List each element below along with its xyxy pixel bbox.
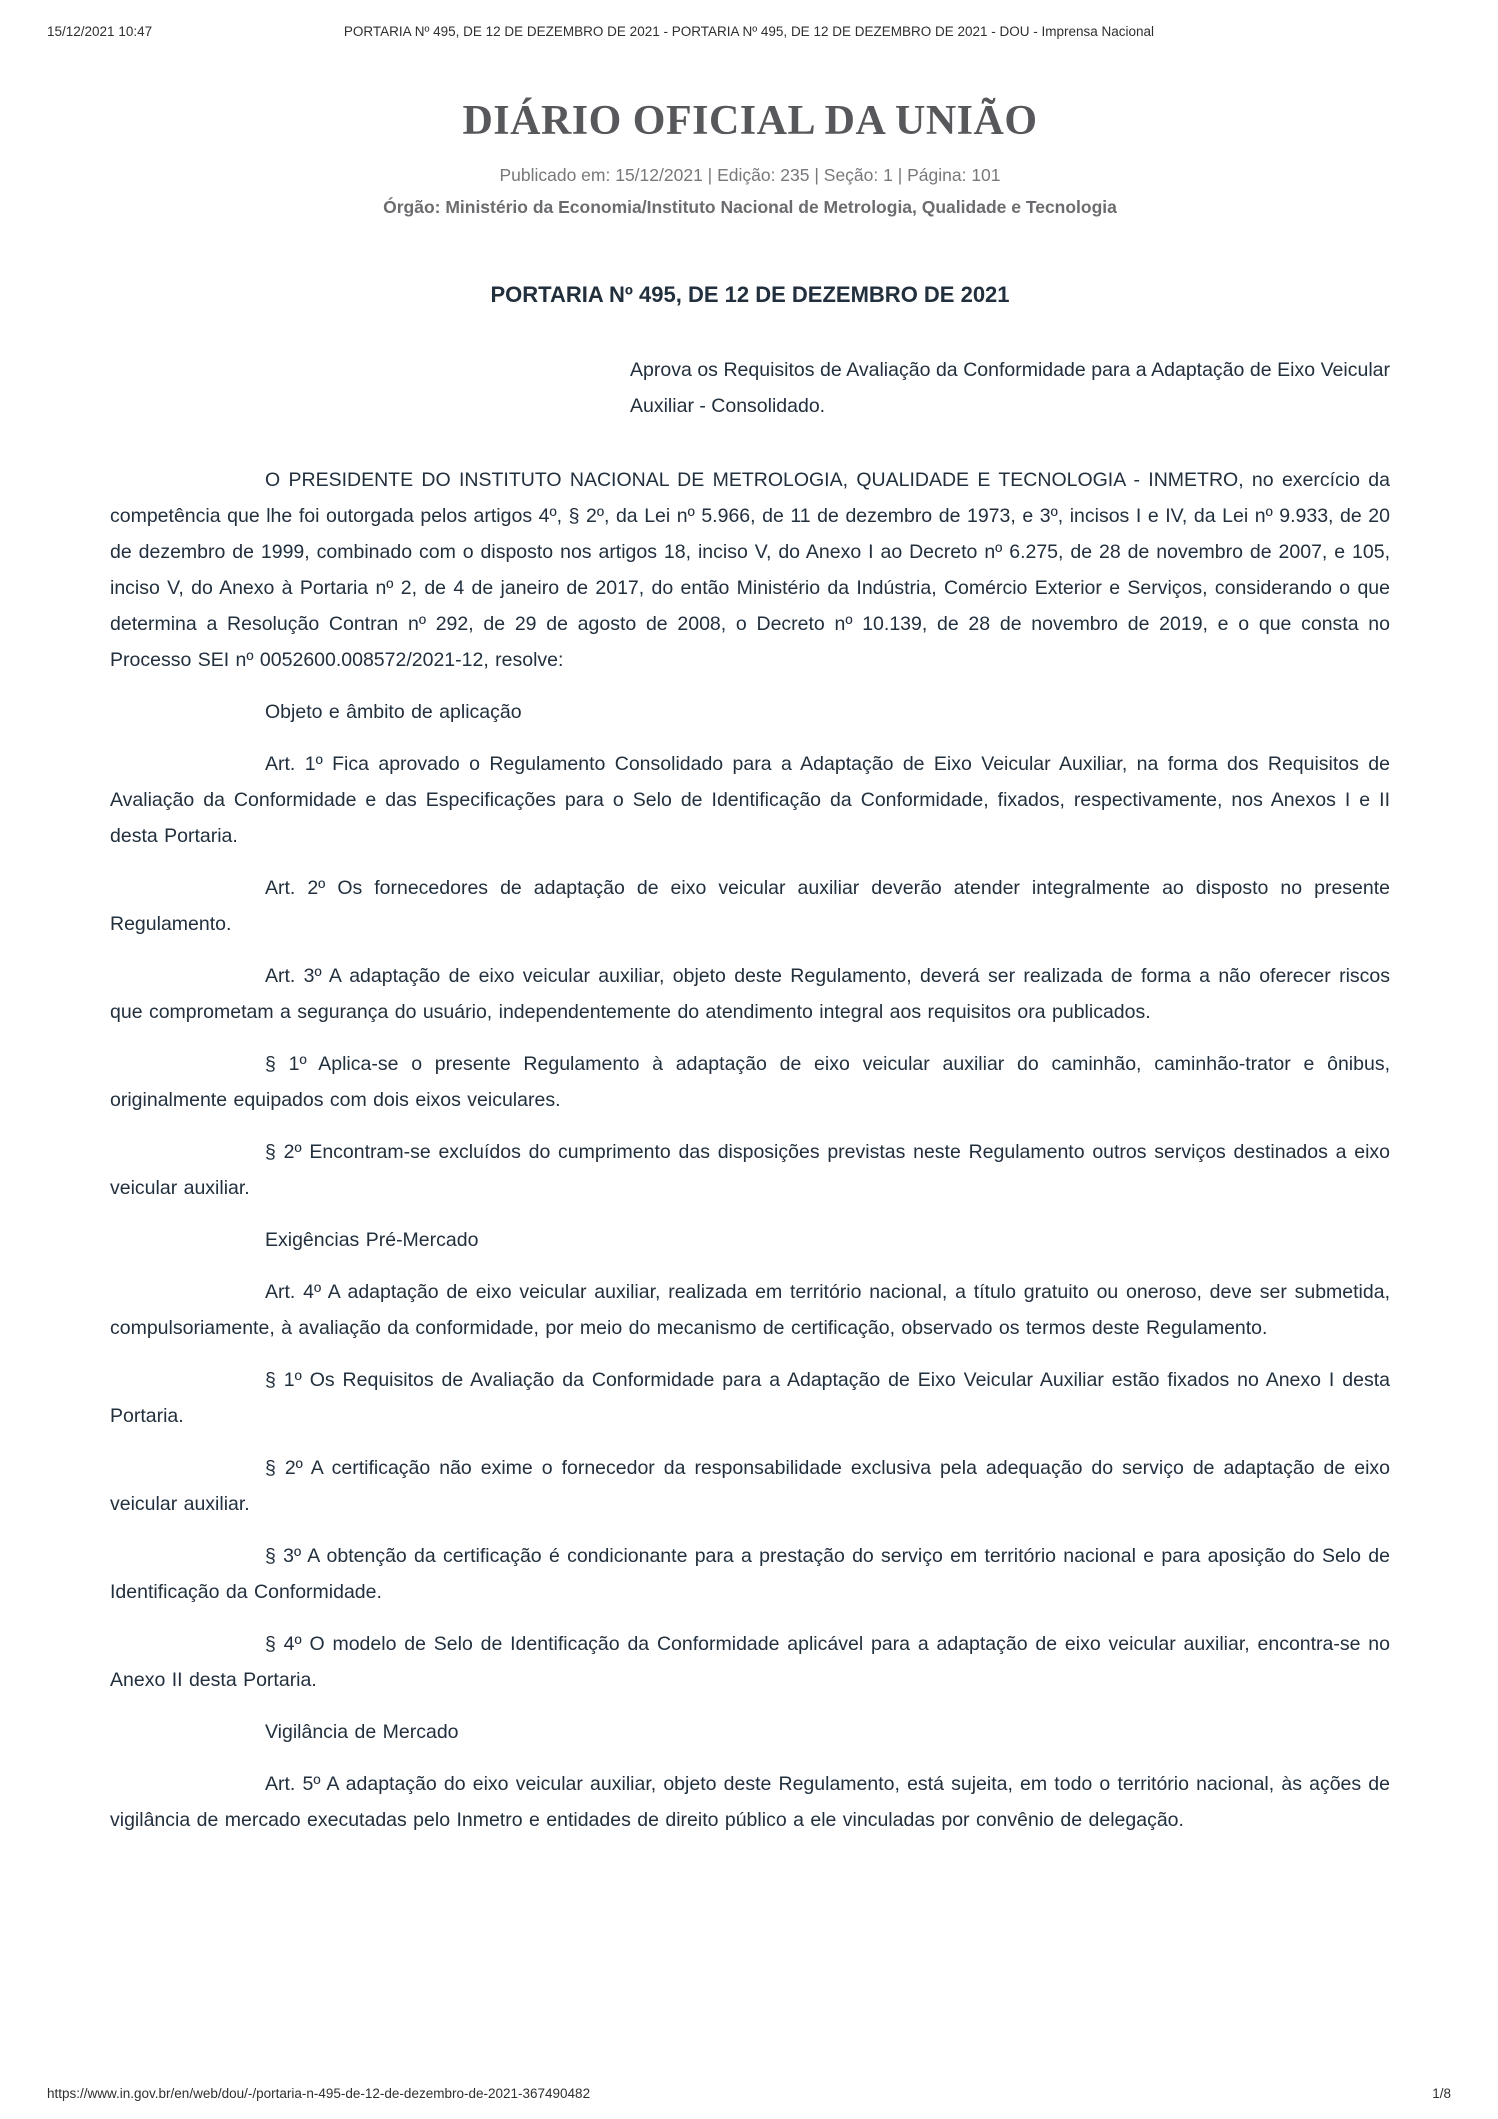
print-timestamp: 15/12/2021 10:47 (47, 24, 153, 39)
body-paragraph: Art. 2º Os fornecedores de adaptação de eixo veicular auxiliar deverão atender integralmente ao disposto no presente Regulamento. (110, 876, 1390, 935)
source-url: https://www.in.gov.br/en/web/dou/-/portaria-n-495-de-12-de-dezembro-de-2021-367490482 (47, 2086, 591, 2101)
section-subtitle: Exigências Pré-Mercado (265, 1228, 479, 1251)
body-paragraph: § 3º A obtenção da certificação é condicionante para a prestação do serviço em território nacional e para aposição do Selo de Identificação da Conformidade. (110, 1544, 1390, 1603)
act-summary: Aprova os Requisitos de Avaliação da Conformidade para a Adaptação de Eixo Veicular Auxiliar - Consolidado. (630, 358, 1390, 417)
body-paragraph: Art. 1º Fica aprovado o Regulamento Consolidado para a Adaptação de Eixo Veicular Auxiliar, na forma dos Requisitos de Avaliação da Conformidade e das Especificações para o Selo de Identificação da Conformidade, fixados, respectivamente, nos Anexos I e II desta Portaria. (110, 752, 1390, 847)
body-paragraph: § 4º O modelo de Selo de Identificação da Conformidade aplicável para a adaptação de eixo veicular auxiliar, encontra-se no Anexo II desta Portaria. (110, 1632, 1390, 1691)
document-content (0, 95, 1498, 1838)
print-page-title: PORTARIA Nº 495, DE 12 DE DEZEMBRO DE 2021 - PORTARIA Nº 495, DE 12 DE DEZEMBRO DE 2021 - DOU - Imprensa Nacional (343, 24, 1155, 39)
organ-line: Órgão: Ministério da Economia/Instituto Nacional de Metrologia, Qualidade e Tecnologia (383, 196, 1117, 217)
act-body (110, 462, 1390, 1838)
masthead-title: DIÁRIO OFICIAL DA UNIÃO (462, 98, 1038, 144)
section-subtitle: Objeto e âmbito de aplicação (265, 700, 522, 723)
body-paragraph: O PRESIDENTE DO INSTITUTO NACIONAL DE METROLOGIA, QUALIDADE E TECNOLOGIA - INMETRO, no exercício da competência que lhe foi outorgada pelos artigos 4º, § 2º, da Lei nº 5.966, de 11 de dezembro de 1973, e 3º, incisos I e IV, da Lei nº 9.933, de 20 de dezembro de 1999, combinado com o disposto nos artigos 18, inciso V, do Anexo I ao Decreto nº 6.275, de 28 de novembro de 2007, e 105, inciso V, do Anexo à Portaria nº 2, de 4 de janeiro de 2017, do então Ministério da Indústria, Comércio Exterior e Serviços, considerando o que determina a Resolução Contran nº 292, de 29 de agosto de 2008, o Decreto nº 10.139, de 28 de novembro de 2019, e o que consta no Processo SEI nº 0052600.008572/2021-12, resolve: (110, 468, 1390, 671)
body-paragraph: Art. 3º A adaptação de eixo veicular auxiliar, objeto deste Regulamento, deverá ser realizada de forma a não oferecer riscos que comprometam a segurança do usuário, independentemente do atendimento integral aos requisitos ora publicados. (110, 964, 1390, 1023)
section-subtitle: Vigilância de Mercado (265, 1720, 459, 1743)
body-paragraph: § 2º A certificação não exime o fornecedor da responsabilidade exclusiva pela adequação do serviço de adaptação de eixo veicular auxiliar. (110, 1456, 1390, 1515)
body-paragraph: § 1º Os Requisitos de Avaliação da Conformidade para a Adaptação de Eixo Veicular Auxiliar estão fixados no Anexo I desta Portaria. (110, 1368, 1390, 1427)
publication-info-line: Publicado em: 15/12/2021 | Edição: 235 | Seção: 1 | Página: 101 (499, 164, 1001, 185)
body-paragraph: Art. 4º A adaptação de eixo veicular auxiliar, realizada em território nacional, a título gratuito ou oneroso, deve ser submetida, compulsoriamente, à avaliação da conformidade, por meio do mecanismo de certificação, observado os termos deste Regulamento. (110, 1280, 1390, 1339)
act-title: PORTARIA Nº 495, DE 12 DE DEZEMBRO DE 2021 (490, 281, 1010, 307)
print-header (0, 0, 1498, 39)
page-indicator: 1/8 (1432, 2086, 1451, 2101)
body-paragraph: Art. 5º A adaptação do eixo veicular auxiliar, objeto deste Regulamento, está sujeita, em todo o território nacional, às ações de vigilância de mercado executadas pelo Inmetro e entidades de direito público a ele vinculadas por convênio de delegação. (110, 1772, 1390, 1831)
body-paragraph: § 2º Encontram-se excluídos do cumprimento das disposições previstas neste Regulamento outros serviços destinados a eixo veicular auxiliar. (110, 1140, 1390, 1199)
print-footer (47, 2086, 1451, 2101)
body-paragraph: § 1º Aplica-se o presente Regulamento à adaptação de eixo veicular auxiliar do caminhão, caminhão-trator e ônibus, originalmente equipados com dois eixos veiculares. (110, 1052, 1390, 1111)
